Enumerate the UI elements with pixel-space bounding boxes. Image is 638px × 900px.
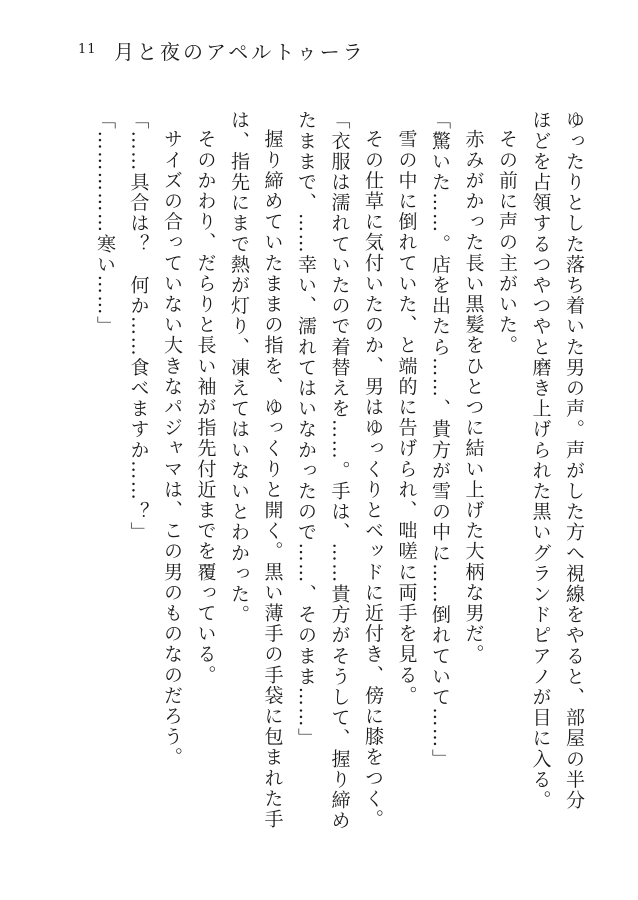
text-line: 「……具合は？ 何か……食べますか……？」 — [127, 110, 150, 543]
book-title: 月と夜のアペルトゥーラ — [114, 40, 366, 64]
text-line: その仕草に気付いたのか、男はゆっくりとベッドに近付き、傍に膝をつく。 — [362, 129, 384, 830]
text-line: 赤みがかった長い黒髪をひとつに結い上げた大柄な男だ。 — [462, 129, 485, 665]
text-line: サイズの合っていない大きなパジャマは、この男のものなのだろう。 — [161, 129, 183, 768]
text-line: 「衣服は濡れていたので着替えを……。手は、……貴方がそうして、握り締め — [328, 110, 351, 831]
text-line: ほどを占領するつやつやと磨き上げられた黒いグランドピアノが目に入る。 — [529, 110, 552, 811]
text-line: たままで、……幸い、濡れてはいなかったので……、そのまま……」 — [295, 110, 317, 749]
page-header — [0, 0, 638, 80]
text-line: 雪の中に倒れていた、と端的に告げられ、咄嗟に両手を見る。 — [395, 129, 418, 706]
text-line: そのかわり、だらりと長い袖が指先付近までを覆っている。 — [194, 129, 217, 686]
body-text — [70, 110, 590, 870]
text-line: ゆったりとした落ち着いた男の声。声がした方へ視線をやると、部屋の半分 — [563, 110, 585, 811]
text-line: 握り締めていたままの指を、ゆっくりと開く。黒い薄手の手袋に包まれた手 — [261, 129, 284, 830]
page-number: 11 — [78, 42, 97, 57]
text-line: その前に声の主がいた。 — [496, 129, 518, 356]
text-line: は、指先にまで熱が灯り、凍えてはいないとわかった。 — [228, 110, 250, 625]
text-line: 「……………寒い……」 — [94, 110, 116, 337]
text-line: 「驚いた……。店を出たら……、貴方が雪の中に……倒れていて……」 — [429, 110, 451, 770]
